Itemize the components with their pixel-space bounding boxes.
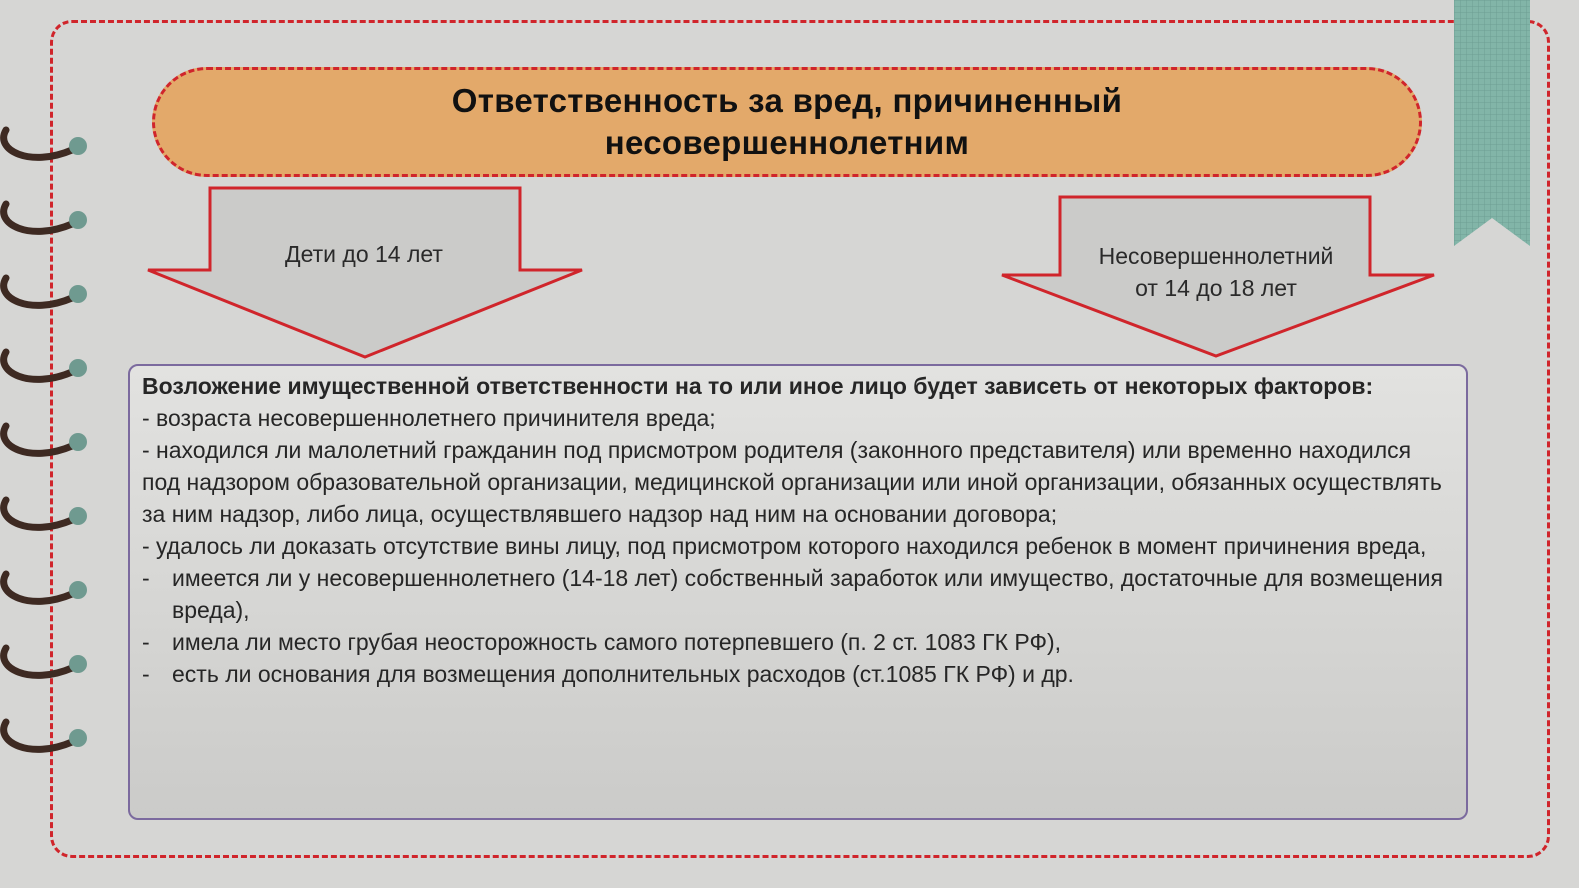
spiral-ring-icon	[4, 130, 87, 157]
down-arrow-left	[140, 185, 590, 363]
factor-bullet	[142, 626, 1452, 658]
factor-bullet	[142, 562, 1452, 626]
factor-bullet	[142, 658, 1452, 690]
bookmark-ribbon-icon	[1454, 0, 1530, 248]
spiral-ring-icon	[4, 352, 87, 379]
factor-bullet-text: имела ли место грубая неосторожность самого потерпевшего (п. 2 ст. 1083 ГК РФ),	[172, 629, 1062, 655]
spiral-binding	[0, 0, 110, 888]
spiral-ring-icon	[4, 204, 87, 231]
spiral-ring-icon	[4, 500, 87, 527]
arrow-label-minors-line2: от 14 до 18 лет	[1135, 275, 1297, 301]
bullet-dash: -	[142, 565, 150, 591]
factor-bullet-text: имеется ли у несовершеннолетнего (14-18 лет) собственный заработок или имущество, достаточные для возмещения вреда),	[172, 565, 1443, 623]
spiral-ring-icon	[4, 648, 87, 675]
factors-intro: Возложение имущественной ответственности на то или иное лицо будет зависеть от некоторых факторов:	[142, 373, 1374, 399]
spiral-ring-icon	[4, 574, 87, 601]
bullet-dash: -	[142, 661, 150, 687]
bullet-dash: -	[142, 629, 150, 655]
factors-box	[128, 364, 1468, 820]
title-banner	[152, 67, 1422, 177]
arrow-label-minors	[1064, 240, 1368, 304]
spiral-ring-icon	[4, 278, 87, 305]
factor-item: - находился ли малолетний гражданин под присмотром родителя (законного представителя) или временно находился под надзором образовательной организации, медицинской организации или иной организации, обязанных осуществлять за ним надзор, либо лица, осуществлявшего надзор над ним на основании договора;	[142, 437, 1442, 527]
factor-item: - возраста несовершеннолетнего причинителя вреда;	[142, 405, 716, 431]
factor-item: - удалось ли доказать отсутствие вины лицу, под присмотром которого находился ребенок в момент причинения вреда,	[142, 533, 1427, 559]
spiral-ring-icon	[4, 426, 87, 453]
arrow-label-minors-line1: Несовершеннолетний	[1098, 243, 1334, 269]
page-title: Ответственность за вред, причиненный несовершеннолетним	[451, 82, 1123, 161]
spiral-ring-icon	[4, 722, 87, 749]
arrow-label-children: Дети до 14 лет	[285, 241, 443, 267]
factor-bullet-text: есть ли основания для возмещения дополнительных расходов (ст.1085 ГК РФ) и др.	[172, 661, 1074, 687]
